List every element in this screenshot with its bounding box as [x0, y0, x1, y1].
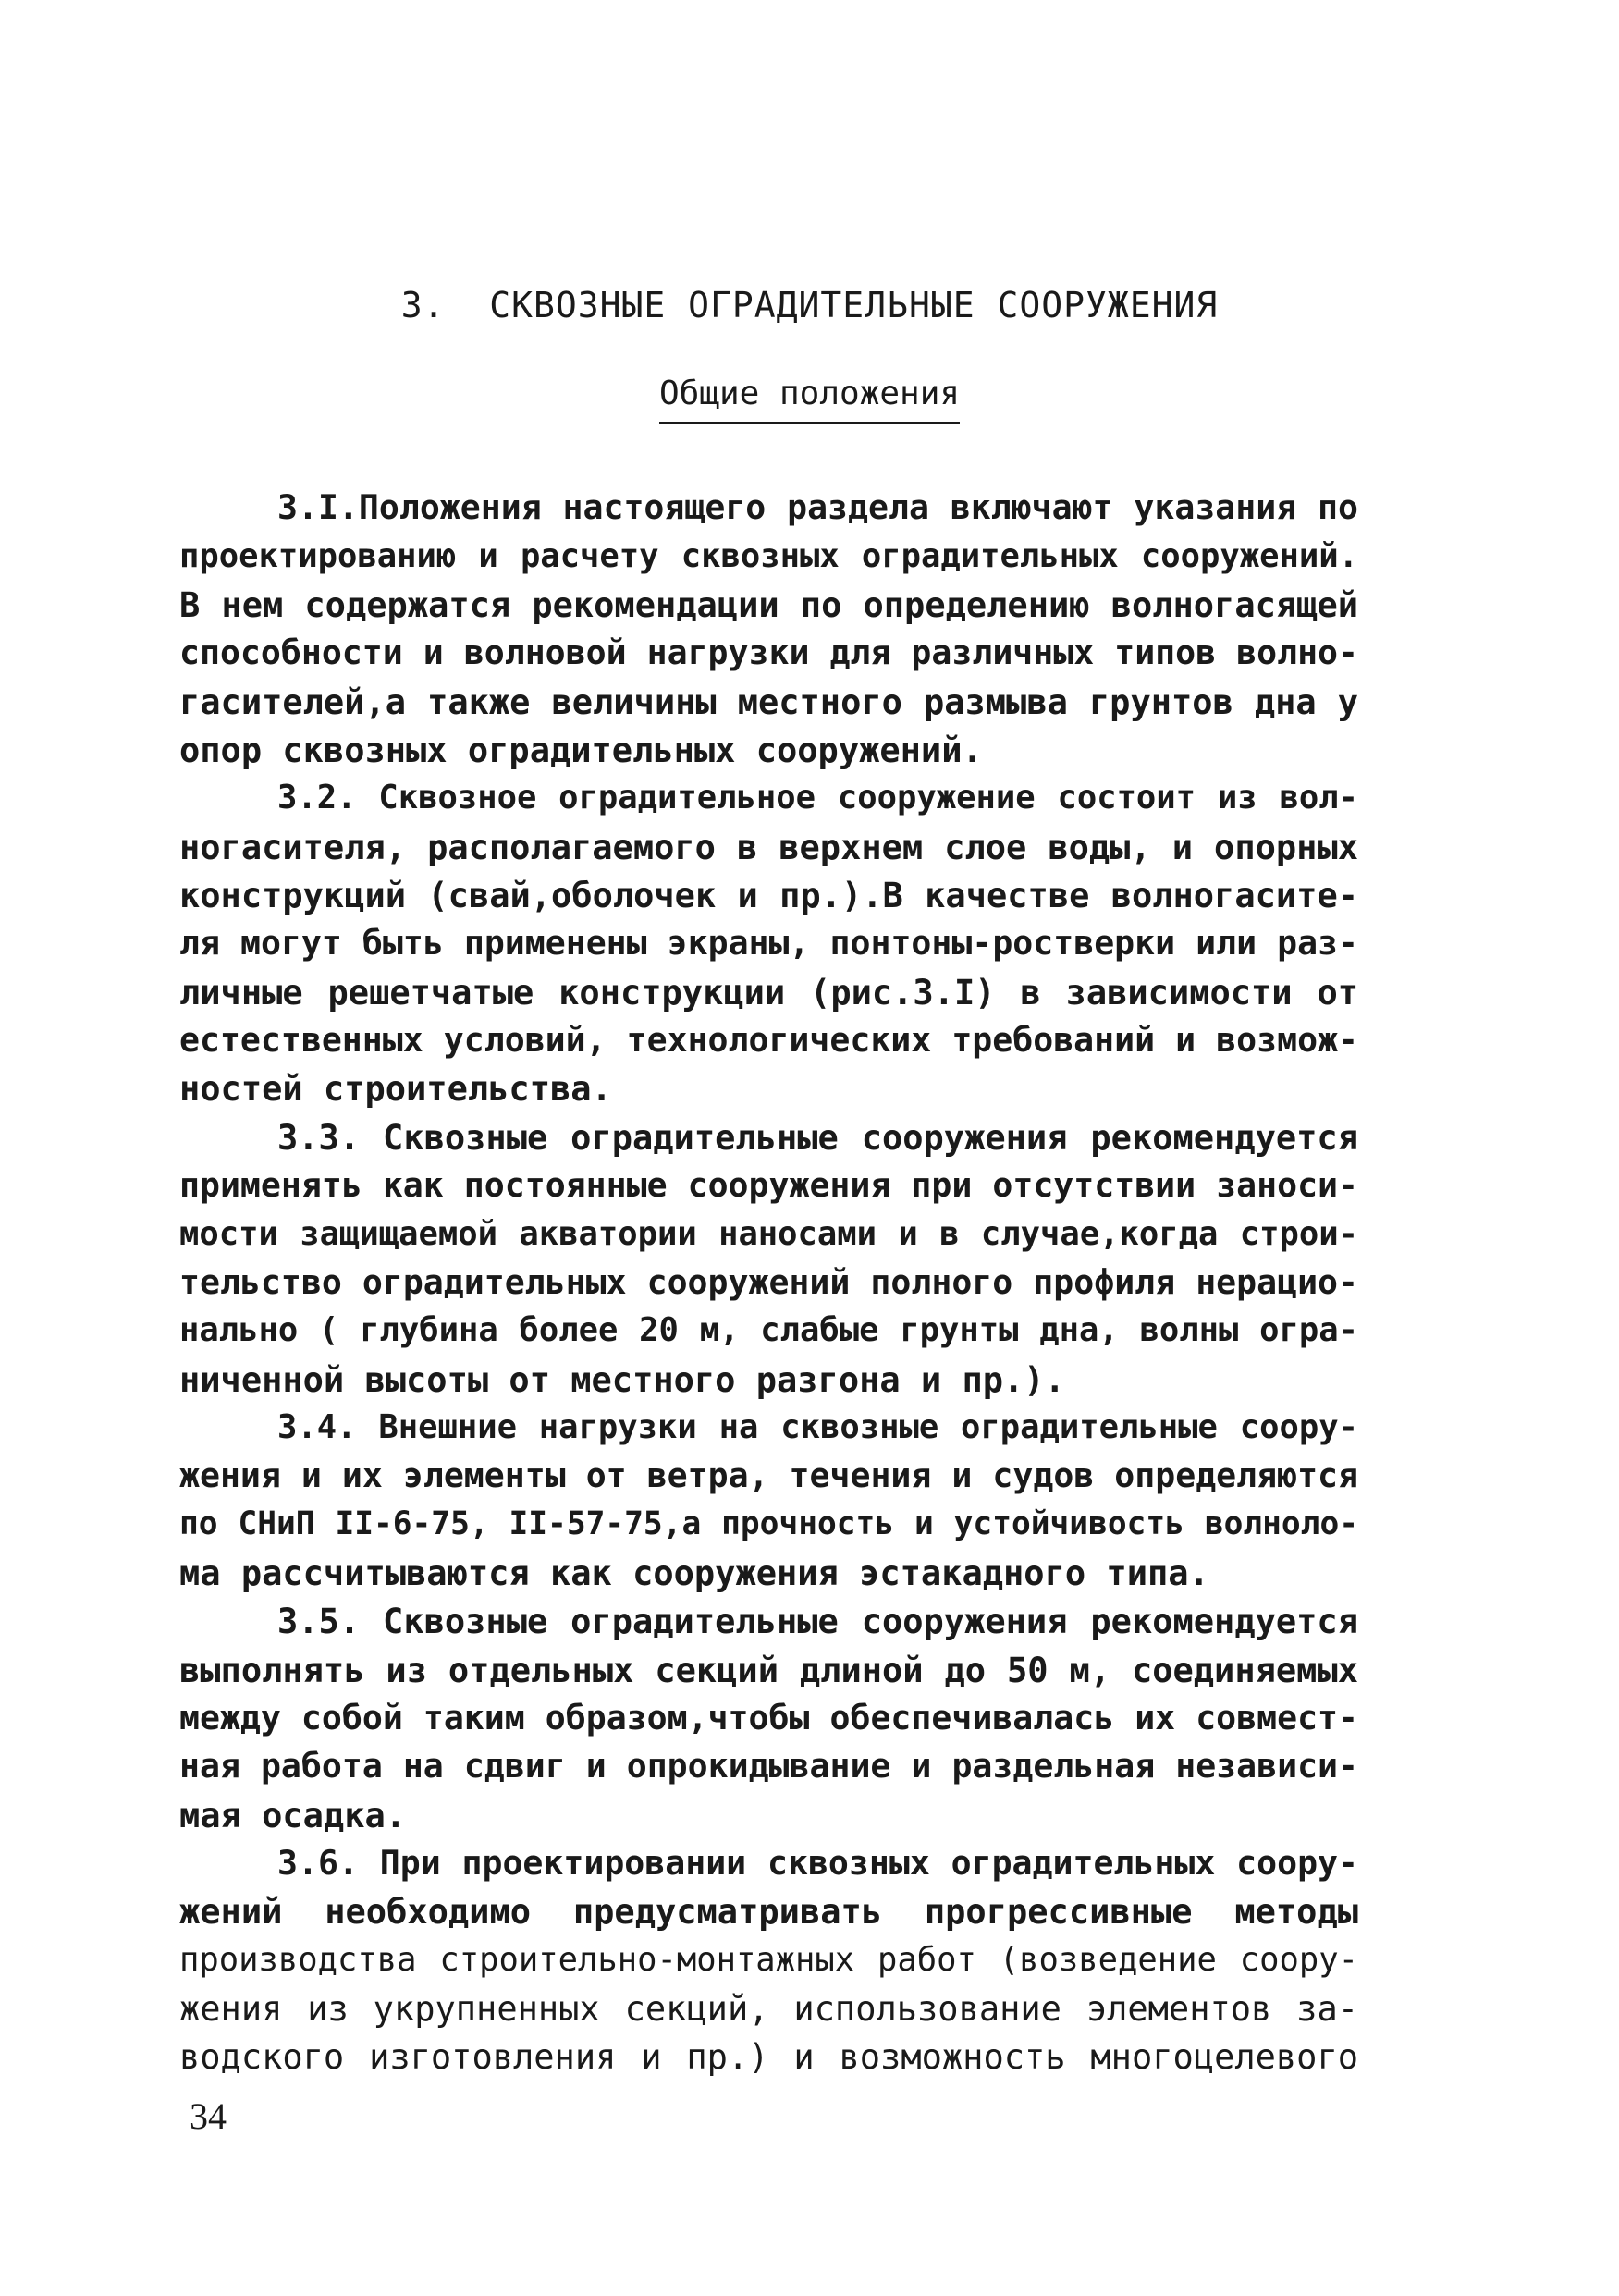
text-line: мости защищаемой акватории наносами и в случае,когда строи- [179, 1215, 1358, 1253]
text-line: 3.I.Положения настоящего раздела включают указания по [277, 487, 1358, 527]
text-line: 3.3. Сквозные оградительные сооружения рекомендуется [277, 1118, 1358, 1158]
text-line: В нем содержатся рекомендации по определению волногасящей [179, 585, 1358, 625]
page-number: 34 [190, 2095, 227, 2137]
subsection-title [0, 374, 1619, 424]
text-line: естественных условий, технологических требований и возмож- [179, 1020, 1358, 1060]
text-line: выполнять из отдельных секций длиной до 50 м, соединяемых [179, 1651, 1358, 1690]
text-line: опор сквозных оградительных сооружений. [179, 731, 983, 770]
text-line: ная работа на сдвиг и опрокидывание и раздельная независи- [179, 1746, 1358, 1786]
text-line: конструкций (свай,оболочек и пр.).В качестве волногасите- [179, 876, 1358, 915]
text-line: ногасителя, располагаемого в верхнем слое воды, и опорных [179, 828, 1358, 867]
text-line: 3.5. Сквозные оградительные сооружения рекомендуется [277, 1602, 1358, 1641]
text-line: производства строительно-монтажных работ (возведение соору- [179, 1941, 1358, 1979]
text-line: жения и их элементы от ветра, течения и судов определяются [179, 1455, 1358, 1495]
text-line: проектированию и расчету сквозных оградительных сооружений. [179, 537, 1358, 575]
text-line: нально ( глубина более 20 м, слабые грунты дна, волны огра- [179, 1311, 1358, 1349]
text-line: 3.6. При проектировании сквозных оградительных соору- [277, 1843, 1358, 1883]
text-line: водского изготовления и пр.) и возможность многоцелевого [179, 2037, 1358, 2077]
text-line: применять как постоянные сооружения при отсутствии заноси- [179, 1165, 1358, 1205]
text-line: жения из укрупненных секций, использование элементов за- [179, 1989, 1358, 2029]
text-line: по СНиП II-6-75, II-57-75,а прочность и устойчивость волноло- [179, 1505, 1358, 1542]
text-line: ностей строительства. [179, 1069, 612, 1109]
text-line: ма рассчитываются как сооружения эстакадного типа. [179, 1553, 1209, 1593]
text-line: способности и волновой нагрузки для различных типов волно- [179, 632, 1358, 672]
text-line: 3.2. Сквозное оградительное сооружение состоит из вол- [277, 779, 1358, 816]
section-title: 3. СКВОЗНЫЕ ОГРАДИТЕЛЬНЫЕ СООРУЖЕНИЯ [400, 285, 1219, 325]
text-line: ля могут быть применены экраны, понтоны-ростверки или раз- [179, 923, 1358, 963]
text-line: 3.4. Внешние нагрузки на сквозные оградительные соору- [277, 1408, 1358, 1446]
text-line: ниченной высоты от местного разгона и пр.). [179, 1360, 1065, 1400]
text-line: мая осадка. [179, 1796, 407, 1836]
text-line: между собой таким образом,чтобы обеспечивалась их совмест- [179, 1698, 1358, 1737]
text-line: жений необходимо предусматривать прогрессивные методы [179, 1892, 1358, 1932]
text-line: тельство оградительных сооружений полного профиля нерацио- [179, 1262, 1358, 1302]
text-line: гасителей,а также величины местного размыва грунтов дна у [179, 682, 1358, 722]
text-line: личные решетчатые конструкции (рис.3.I) в зависимости от [179, 973, 1358, 1013]
subsection-title-text: Общие положения [659, 374, 960, 424]
